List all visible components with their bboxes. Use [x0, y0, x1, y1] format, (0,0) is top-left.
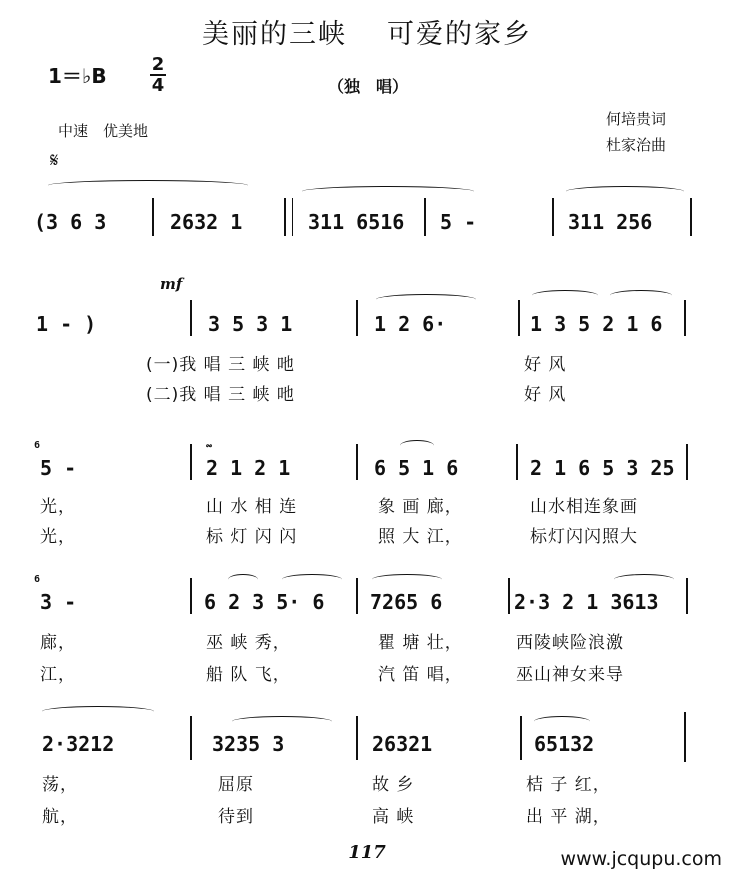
row5-measure1: 2·3212	[42, 732, 115, 756]
row5-lyric1-a: 荡，	[42, 775, 78, 795]
row1-measure3: 311 6516	[308, 210, 405, 234]
watermark: www.jcqupu.com	[560, 848, 722, 870]
row3-lyric2-b: 标 灯 闪 闪	[206, 527, 298, 547]
title-left: 美丽的三峡	[202, 19, 347, 50]
row5-lyric1-c: 故 乡	[372, 775, 415, 795]
row5-measure3: 26321	[372, 732, 433, 756]
key-signature: 1＝♭B	[48, 64, 107, 88]
composer: 杜家治曲	[606, 136, 667, 154]
row4-lyric1-d: 西陵峡险浪激	[516, 633, 624, 653]
row2-lyric1-a: (一)我 唱 三 峡 吔	[146, 355, 295, 375]
row4-measure1: 3 -	[40, 590, 77, 614]
row5-lyric2-b: 待到	[218, 807, 254, 827]
time-signature-bottom: 4	[151, 75, 165, 96]
row1-measure4: 5 -	[440, 210, 477, 234]
row3-measure3: 6 5 1 6	[374, 456, 459, 480]
row3-lyric2-d: 标灯闪闪照大	[530, 527, 638, 547]
row3-lyric1-b: 山 水 相 连	[206, 497, 298, 517]
lyricist: 何培贵词	[606, 110, 667, 128]
page-number: 117	[348, 842, 386, 863]
row4-measure3: 7265 6	[370, 590, 443, 614]
tempo-marking: 中速 优美地	[58, 122, 149, 140]
row3-lyric2-c: 照 大 江，	[378, 527, 463, 547]
row4-lyric2-a: 江，	[40, 665, 76, 685]
row3-lyric1-a: 光，	[40, 497, 76, 517]
row5-lyric1-b: 屈原	[218, 775, 254, 795]
row2-measure3: 1 2 6·	[374, 312, 447, 336]
row5-lyric2-d: 出 平 湖，	[526, 807, 611, 827]
row4-measure2: 6 2 3 5· 6	[204, 590, 325, 614]
row4-lyric2-d: 巫山神女来导	[516, 665, 624, 685]
row5-lyric2-c: 高 峡	[372, 807, 415, 827]
row2-lyric2-a: (二)我 唱 三 峡 吔	[146, 385, 295, 405]
row4-lyric2-c: 汽 笛 唱，	[378, 665, 463, 685]
row3-measure2: 2 1 2 1	[206, 456, 291, 480]
row2-measure2: 3 5 3 1	[208, 312, 293, 336]
row2-lyric1-b: 好 风	[524, 355, 567, 375]
segno-icon: 𝄋	[50, 148, 59, 172]
row3-lyric1-d: 山水相连象画	[530, 497, 638, 517]
row3-lyric1-c: 象 画 廊，	[378, 497, 463, 517]
row4-lyric1-a: 廊，	[40, 633, 76, 653]
time-signature-top: 2	[151, 54, 165, 75]
time-signature	[150, 56, 166, 94]
song-title	[0, 12, 734, 51]
row5-lyric2-a: 航，	[42, 807, 78, 827]
row4-lyric1-b: 巫 峡 秀，	[206, 633, 291, 653]
row4-lyric1-c: 瞿 塘 壮，	[378, 633, 463, 653]
row4-grace-note: 6	[34, 574, 41, 585]
row3-measure4: 2 1 6 5 3 25	[530, 456, 675, 480]
row4-lyric2-b: 船 队 飞，	[206, 665, 291, 685]
row1-measure5: 311 256	[568, 210, 653, 234]
row4-measure4: 2·3 2 1 3613	[514, 590, 659, 614]
row5-measure4: 65132	[534, 732, 595, 756]
row1-measure1: (3 6 3	[34, 210, 107, 234]
row5-lyric1-d: 桔 子 红，	[526, 775, 611, 795]
row3-measure1: 5 -	[40, 456, 77, 480]
performance-mode: （独 唱）	[328, 77, 409, 96]
dynamic-mark: mf	[160, 275, 183, 293]
row3-lyric2-a: 光，	[40, 527, 76, 547]
row2-measure1: 1 - )	[36, 312, 97, 336]
title-right: 可爱的家乡	[387, 19, 532, 50]
row2-measure4: 1 3 5 2 1 6	[530, 312, 663, 336]
row1-measure2: 2632 1	[170, 210, 243, 234]
row3-grace-note: 6	[34, 440, 41, 451]
row2-lyric2-b: 好 风	[524, 385, 567, 405]
row5-measure2: 3235 3	[212, 732, 285, 756]
